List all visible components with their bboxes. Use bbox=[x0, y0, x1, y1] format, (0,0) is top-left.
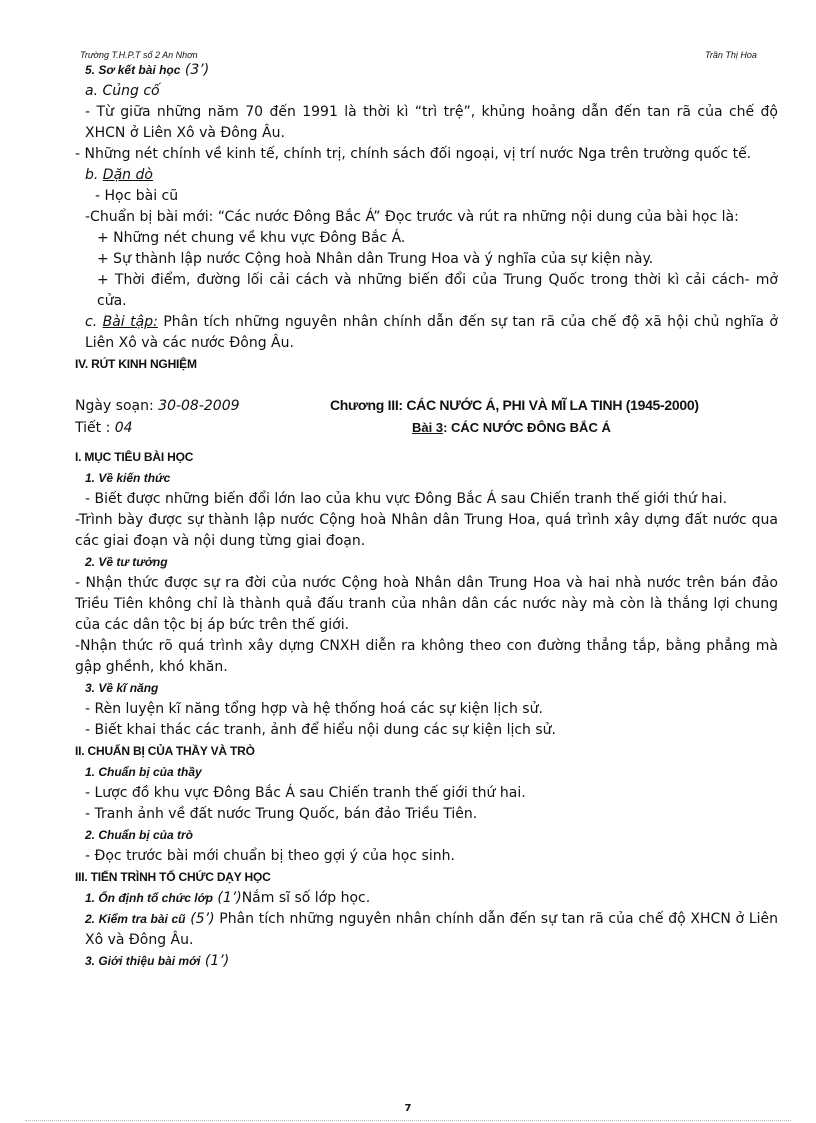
step-1-title: 1. Ổn định tổ chức lớp bbox=[85, 891, 213, 905]
lesson-number: Bài 3 bbox=[412, 420, 444, 435]
skills-point-2: - Biết khai thác các tranh, ảnh để hiểu nội dung các sự kiện lịch sử. bbox=[85, 722, 556, 738]
period-value: 04 bbox=[114, 420, 133, 436]
exercise-paragraph bbox=[75, 312, 778, 354]
attitude-point-1: - Nhận thức được sự ra đời của nước Cộng hoà Nhân dân Trung Hoa và hai nhà nước trên bán đảo Triều Tiên không chỉ là thành quả đấu tranh của nhân dân các nước này mà còn là thắng lợi chung của các dân tộc bị áp bức trên thế giới. bbox=[75, 575, 778, 633]
consolidation-heading: a. Củng cố bbox=[85, 83, 160, 99]
prep-date bbox=[75, 396, 330, 417]
skills-heading bbox=[75, 678, 778, 699]
subsection-b-title bbox=[75, 165, 778, 186]
teacher-prep-point-1: - Lược đồ khu vực Đông Bắc Á sau Chiến tranh thế giới thứ hai. bbox=[85, 785, 526, 801]
part-3-title: III. TIẾN TRÌNH TỔ CHỨC DẠY HỌC bbox=[75, 870, 271, 884]
section-5-heading bbox=[75, 60, 778, 81]
prep-date-value: 30-08-2009 bbox=[158, 398, 240, 414]
step-1-time: (1’) bbox=[212, 890, 242, 906]
knowledge-title: 1. Về kiến thức bbox=[85, 471, 171, 485]
subsection-a-title bbox=[75, 81, 778, 102]
attitude-point-2: -Nhận thức rõ quá trình xây dựng CNXH diễn ra không theo con đường thẳng tắp, bằng phẳng mà gập ghềnh, khó khăn. bbox=[75, 638, 778, 675]
step-3-title: 3. Giới thiệu bài mới bbox=[85, 954, 201, 968]
step-3 bbox=[75, 951, 778, 972]
knowledge-heading bbox=[75, 468, 778, 489]
subsection-b-prefix: b. bbox=[85, 167, 103, 183]
step-2-title: 2. Kiểm tra bài cũ bbox=[85, 912, 186, 926]
spacer bbox=[75, 375, 778, 395]
period bbox=[75, 418, 330, 439]
prep-date-label: Ngày soạn: bbox=[75, 398, 159, 414]
lesson-period-row bbox=[75, 417, 778, 439]
exercise-prefix: c. bbox=[85, 314, 103, 330]
homework-point-1: - Học bài cũ bbox=[95, 188, 179, 204]
document-page bbox=[75, 60, 778, 972]
lesson-title bbox=[330, 417, 778, 438]
knowledge-point-1: - Biết được những biến đổi lớn lao của khu vực Đông Bắc Á sau Chiến tranh thế giới thứ hai. bbox=[85, 491, 728, 507]
step-2 bbox=[75, 909, 778, 951]
section-4-title: IV. RÚT KINH NGHIỆM bbox=[75, 357, 197, 371]
lesson-name: : CÁC NƯỚC ĐÔNG BẮC Á bbox=[443, 420, 611, 435]
part-3-heading bbox=[75, 867, 778, 888]
part-1-title: I. MỤC TIÊU BÀI HỌC bbox=[75, 450, 194, 464]
knowledge-point-2: -Trình bày được sự thành lập nước Cộng hoà Nhân dân Trung Hoa, quá trình xây dựng đất nước qua các giai đoạn và nội dung từng giai đoạn. bbox=[75, 512, 778, 549]
section-5-title: 5. Sơ kết bài học bbox=[85, 63, 181, 77]
step-1-text: Nắm sĩ số lớp học. bbox=[241, 890, 371, 906]
consolidation-point-1: - Từ giữa những năm 70 đến 1991 là thời kì “trì trệ”, khủng hoảng dẫn đến tan rã của chế độ XHCN ở Liên Xô và Đông Âu. bbox=[85, 104, 778, 141]
homework-heading: Dặn dò bbox=[102, 167, 153, 183]
student-prep-heading bbox=[75, 825, 778, 846]
page-number: 7 bbox=[404, 1103, 412, 1114]
part-2-title: II. CHUẨN BỊ CỦA THẦY VÀ TRÒ bbox=[75, 744, 255, 758]
exercise-text: Phân tích những nguyên nhân chính dẫn đến sự tan rã của chế độ xã hội chủ nghĩa ở Liên Xô và các nước Đông Âu. bbox=[85, 314, 778, 351]
consolidation-point-2: - Những nét chính về kinh tế, chính trị, chính sách đối ngoại, vị trí nước Nga trên trường quốc tế. bbox=[75, 146, 752, 162]
skills-title: 3. Về kĩ năng bbox=[85, 681, 159, 695]
period-label: Tiết : bbox=[75, 420, 115, 436]
header-author: Trần Thị Hoa bbox=[705, 50, 757, 60]
part-2-heading bbox=[75, 741, 778, 762]
step-2-text: Phân tích những nguyên nhân chính dẫn đến sự tan rã của chế độ XHCN ở Liên Xô và Đông Âu. bbox=[85, 911, 779, 948]
step-1 bbox=[75, 888, 778, 909]
step-3-time: (1’) bbox=[200, 953, 230, 969]
section-5-time: (3’) bbox=[180, 62, 210, 78]
teacher-prep-heading bbox=[75, 762, 778, 783]
section-4-heading bbox=[75, 354, 778, 375]
header-school: Trường T.H.P.T số 2 An Nhơn bbox=[80, 50, 198, 60]
teacher-prep-title: 1. Chuẩn bị của thầy bbox=[85, 765, 202, 779]
student-prep-title: 2. Chuẩn bị của trò bbox=[85, 828, 194, 842]
attitude-title: 2. Về tư tưởng bbox=[85, 555, 168, 569]
lesson-date-row bbox=[75, 395, 778, 417]
homework-subpoint-2: + Sự thành lập nước Cộng hoà Nhân dân Trung Hoa và ý nghĩa của sự kiện này. bbox=[97, 251, 654, 267]
skills-point-1: - Rèn luyện kĩ năng tổng hợp và hệ thống hoá các sự kiện lịch sử. bbox=[85, 701, 543, 717]
chapter-title: Chương III: CÁC NƯỚC Á, PHI VÀ MĨ LA TINH (1945-2000) bbox=[330, 397, 699, 413]
step-2-time: (5’) bbox=[185, 911, 215, 927]
exercise-heading: Bài tập: bbox=[102, 314, 158, 330]
attitude-heading bbox=[75, 552, 778, 573]
homework-subpoint-3: + Thời điểm, đường lối cải cách và những biến đổi của Trung Quốc trong thời kì cải cách- mở cửa. bbox=[97, 272, 778, 309]
part-1-heading bbox=[75, 447, 778, 468]
student-prep-point-1: - Đọc trước bài mới chuẩn bị theo gợi ý của học sinh. bbox=[85, 848, 455, 864]
homework-subpoint-1: + Những nét chung về khu vực Đông Bắc Á. bbox=[97, 230, 406, 246]
footer-divider bbox=[25, 1120, 791, 1121]
homework-point-2: -Chuẩn bị bài mới: “Các nước Đông Bắc Á” Đọc trước và rút ra những nội dung của bài học là: bbox=[85, 209, 739, 225]
teacher-prep-point-2: - Tranh ảnh về đất nước Trung Quốc, bán đảo Triều Tiên. bbox=[85, 806, 478, 822]
